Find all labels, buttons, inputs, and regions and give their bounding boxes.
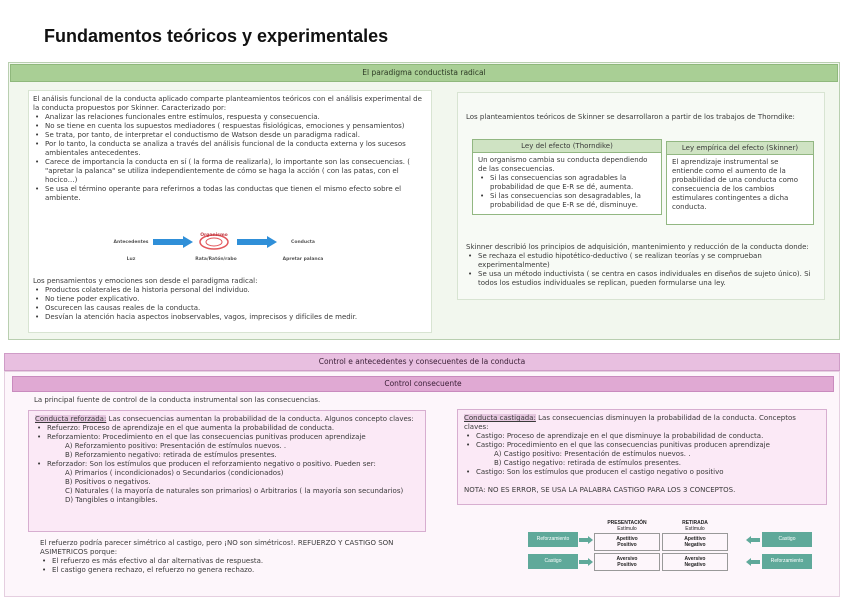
ley-efecto-box: [472, 139, 662, 215]
list-item: B) Castigo negativo: retirada de estímulos presentes.: [494, 459, 682, 467]
reinforced-label: Conducta reforzada:: [35, 415, 107, 423]
analysis-bullets: [33, 113, 427, 203]
label-apretar: Apretar palanca: [282, 257, 324, 262]
asymmetry-note: [40, 539, 420, 575]
cell-line: Apetitivo: [616, 536, 638, 542]
label-rata: Rata/Ratón/rabo: [195, 257, 237, 262]
list-item: A) Castigo positivo: Presentación de estímulos nuevos. .: [494, 450, 691, 458]
arrow-right-icon: [579, 536, 593, 544]
asymmetry-lead: El refuerzo podría parecer simétrico al castigo, pero ¡NO son simétricos!. REFUERZO Y CASTIGO SON ASIMETRICOS porque:: [40, 539, 394, 556]
cell-apetitivo-positivo: [594, 533, 660, 551]
cell-line: Aversivo: [684, 556, 706, 562]
control-intro: La principal fuente de control de la conducta instrumental son las consecuencias.: [34, 396, 321, 404]
list-item: C) Naturales ( la mayoría de naturales son primarios) o Arbitrarios ( la mayoría son secundarios): [65, 487, 404, 495]
list-item: • Reforzador: Son los estímulos que producen el reforzamiento negativo o positivo. Pueden ser:: [35, 460, 419, 469]
list-item: • Castigo: Son los estímulos que producen el castigo negativo o positivo: [464, 468, 820, 477]
ley-efecto-text: Un organismo cambia su conducta dependiendo de las consecuencias.: [478, 156, 648, 173]
cell-line: Negativo: [684, 542, 706, 548]
cell-aversivo-negativo: [662, 553, 728, 571]
ley-efecto-title: Ley del efecto (Thorndike): [472, 139, 662, 153]
list-item: • Productos colaterales de la historia personal del individuo.: [33, 286, 427, 295]
col-retirada: RETIRADA: [682, 520, 708, 526]
arrow-right-icon: [153, 236, 193, 248]
col-retirada-sub: Estímulo: [685, 526, 705, 532]
list-item: • Desvían la atención hacia aspectos inobservables, vagos, imprecisos y difíciles de medir.: [33, 313, 427, 322]
cell-apetitivo-negativo: [662, 533, 728, 551]
arrow-left-icon: [746, 558, 760, 566]
list-item: A) Primarios ( incondicionados) o Secundarios (condicionados): [65, 469, 284, 477]
list-item: • No se tiene en cuenta los supuestos mediadores ( respuestas fisiológicas, emociones y pensamientos): [33, 122, 427, 131]
consequence-table: [528, 520, 822, 576]
arrow-right-icon: [237, 236, 277, 248]
cell-aversivo-positivo: [594, 553, 660, 571]
tag-castigo-left: Castigo: [528, 554, 578, 569]
punished-label: Conducta castigada:: [464, 414, 536, 422]
label-organismo: Organismo: [200, 233, 228, 238]
ley-empirica-box: [666, 141, 814, 225]
label-luz: Luz: [126, 257, 136, 262]
cell-line: Positivo: [617, 542, 637, 548]
tag-reforzamiento-right: Reforzamiento: [762, 554, 812, 569]
reinforced-behavior-box: [28, 410, 426, 532]
cell-line: Aversivo: [616, 556, 638, 562]
castigo-note: NOTA: NO ES ERROR, SE USA LA PALABRA CASTIGO PARA LOS 3 CONCEPTOS.: [464, 486, 736, 494]
list-item: • El castigo genera rechazo, el refuerzo no genera rechazo.: [40, 566, 420, 575]
col-presentacion: PRESENTACIÓN: [607, 520, 647, 526]
page-title: Fundamentos teóricos y experimentales: [44, 26, 389, 46]
ley-empirica-text: El aprendizaje instrumental se entiende como el aumento de la probabilidad de una conducta como consecuencia de los cambios estimulares contingentes a dicha conducta.: [672, 158, 799, 211]
reinforced-text: Las consecuencias aumentan la probabilidad de la conducta. Algunos concepto claves:: [106, 415, 414, 423]
arrow-left-icon: [746, 536, 760, 544]
col-presentacion-sub: Estímulo: [617, 526, 637, 532]
list-item: • Se usa un método inductivista ( se centra en casos individuales en diseños de sujeto único). Si todos los estudios individuales se replican, pueden formularse una ley.: [466, 270, 818, 288]
arrow-right-icon: [579, 558, 593, 566]
list-item: • Se rechaza el estudio hipotético-deductivo ( se realizan teorías y se comprueban experimentalmente): [466, 252, 818, 270]
list-item: • Por lo tanto, la conducta se analiza a través del análisis funcional de la conducta externa y los sucesos ambientales antecedentes.: [33, 140, 427, 158]
list-item: • No tiene poder explicativo.: [33, 295, 427, 304]
skinner-intro: Los planteamientos teóricos de Skinner se desarrollaron a partir de los trabajos de Thorndike:: [466, 113, 795, 121]
ley-empirica-title: Ley empírica del efecto (Skinner): [666, 141, 814, 155]
cell-line: Apetitivo: [684, 536, 706, 542]
control-header: Control e antecedentes y consecuentes de la conducta: [4, 353, 840, 371]
list-item: • Si las consecuencias son agradables la probabilidad de que E-R se dé, aumenta.: [478, 174, 656, 192]
control-subheader: Control consecuente: [12, 376, 834, 392]
paradigm-header: El paradigma conductista radical: [10, 64, 838, 82]
list-item: • Castigo: Proceso de aprendizaje en el que disminuye la probabilidad de conducta.: [464, 432, 820, 441]
list-item: D) Tangibles o intangibles.: [65, 496, 158, 504]
list-item: • Se trata, por tanto, de interpretar el conductismo de Watson desde un paradigma radical.: [33, 131, 427, 140]
punished-behavior-box: [457, 409, 827, 505]
list-item: • Castigo: Procedimiento en el que las consecuencias punitivas producen aprendizaje: [464, 441, 820, 450]
list-item: • Se usa el término operante para referirnos a todas las conductas que tienen el mismo efecto sobre el ambiente.: [33, 185, 427, 203]
tag-castigo-right: Castigo: [762, 532, 812, 547]
label-antecedentes: Antecedentes: [113, 240, 149, 245]
paradigm-right-panel: [457, 92, 825, 300]
stimulus-response-diagram: [109, 231, 329, 263]
list-item: • Refuerzo: Proceso de aprendizaje en el que aumenta la probabilidad de conducta.: [35, 424, 419, 433]
paradigm-left-panel: [28, 90, 432, 333]
list-item: B) Positivos o negativos.: [65, 478, 151, 486]
analysis-intro: El análisis funcional de la conducta aplicado comparte planteamientos teóricos con el análisis experimental de la conducta propuestos por Skinner. Caracterizado por:: [33, 95, 422, 112]
thoughts-list: [33, 286, 427, 322]
list-item: B) Reforzamiento negativo: retirada de estímulos presentes.: [65, 451, 277, 459]
punished-text: Las consecuencias disminuyen la probabilidad de la conducta. Conceptos claves:: [464, 414, 796, 431]
list-item: • Carece de importancia la conducta en sí ( la forma de realizarla), lo importante son las consecuencias. ( "apretar la palanca" se utiliza independientemente de cómo se haga la acción ( con las patas, con el hocico…): [33, 158, 427, 185]
list-item: • Reforzamiento: Procedimiento en el que las consecuencias punitivas producen aprendizaje: [35, 433, 419, 442]
list-item: • El refuerzo es más efectivo al dar alternativas de respuesta.: [40, 557, 420, 566]
principles-intro: Skinner describió los principios de adquisición, mantenimiento y reducción de la conducta donde:: [466, 243, 809, 251]
list-item: • Analizar las relaciones funcionales entre estímulos, respuesta y consecuencia.: [33, 113, 427, 122]
thoughts-intro: Los pensamientos y emociones son desde el paradigma radical:: [33, 277, 258, 285]
list-item: • Si las consecuencias son desagradables, la probabilidad de que E-R se dé, disminuye.: [478, 192, 656, 210]
label-conducta: Conducta: [291, 240, 315, 245]
list-item: • Oscurecen las causas reales de la conducta.: [33, 304, 427, 313]
cell-line: Negativo: [684, 562, 706, 568]
list-item: A) Reforzamiento positivo: Presentación de estímulos nuevos. .: [65, 442, 287, 450]
tag-reforzamiento-left: Reforzamiento: [528, 532, 578, 547]
cell-line: Positivo: [617, 562, 637, 568]
